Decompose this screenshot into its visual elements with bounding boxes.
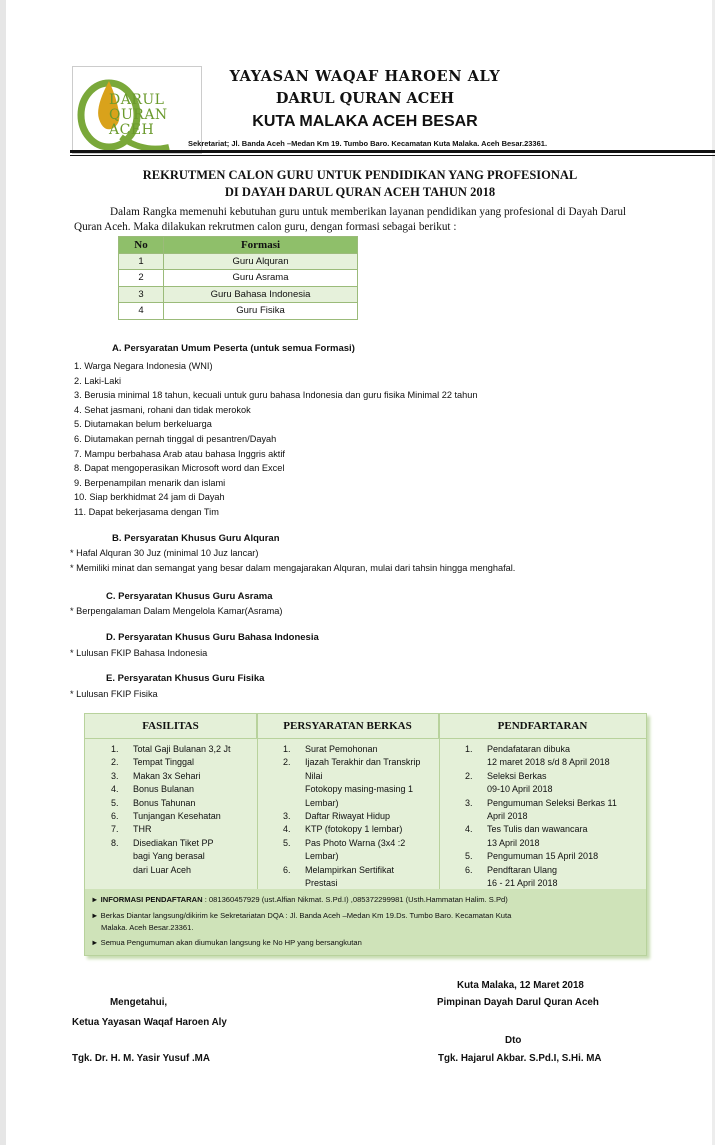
section-c-heading: C. Persyaratan Khusus Guru Asrama bbox=[106, 591, 273, 602]
section-a-heading: A. Persyaratan Umum Peserta (untuk semua Formasi) bbox=[112, 343, 355, 354]
item-number: 8. bbox=[111, 837, 119, 848]
item-number bbox=[465, 756, 487, 769]
list-item bbox=[111, 770, 231, 783]
cell-no: 4 bbox=[119, 303, 164, 320]
item-text: Nilai bbox=[305, 770, 323, 781]
item-number bbox=[283, 850, 305, 863]
table-row bbox=[119, 253, 358, 270]
section-d-heading: D. Persyaratan Khusus Guru Bahasa Indonesia bbox=[106, 632, 319, 643]
list-item bbox=[465, 864, 617, 877]
item-text: Seleksi Berkas bbox=[487, 770, 547, 781]
item-number: 5. bbox=[465, 851, 473, 862]
list-item bbox=[111, 797, 231, 810]
item-number: 1. bbox=[283, 744, 291, 754]
list-item bbox=[111, 823, 231, 836]
table-row bbox=[119, 286, 358, 303]
left-title: Ketua Yayasan Waqaf Haroen Aly bbox=[72, 1017, 227, 1028]
list-item bbox=[283, 756, 420, 769]
item-number: 4. bbox=[283, 824, 291, 835]
list-item bbox=[283, 864, 420, 877]
left-known: Mengetahui, bbox=[110, 997, 168, 1008]
pendaftaran-list bbox=[465, 743, 617, 890]
section-b-list bbox=[70, 546, 515, 576]
item-number bbox=[465, 810, 487, 823]
item-number bbox=[283, 770, 305, 783]
logo-line: QURAN bbox=[109, 107, 168, 123]
column-divider bbox=[257, 714, 258, 889]
item-number: 2. bbox=[111, 757, 119, 768]
item-text: dari Luar Aceh bbox=[133, 864, 192, 875]
item-text: April 2018 bbox=[487, 811, 528, 822]
list-item bbox=[283, 850, 420, 863]
list-item bbox=[465, 756, 617, 769]
item-number: 3. bbox=[283, 811, 291, 822]
page-edge-left bbox=[0, 0, 6, 1145]
item-text: Tunjangan Kesehatan bbox=[133, 811, 221, 822]
table-row bbox=[119, 303, 358, 320]
item-text: Pas Photo Warna (3x4 :2 bbox=[305, 837, 406, 848]
cell-no: 1 bbox=[119, 253, 164, 270]
item-number: 4. bbox=[465, 824, 473, 835]
item-number: 2. bbox=[465, 770, 473, 781]
list-item bbox=[465, 770, 617, 783]
list-item bbox=[283, 810, 420, 823]
section-a-list bbox=[74, 359, 477, 520]
cell-no: 3 bbox=[119, 286, 164, 303]
fasilitas-heading: FASILITAS bbox=[85, 714, 257, 738]
list-item bbox=[111, 850, 231, 863]
list-item bbox=[111, 810, 231, 823]
list-item bbox=[111, 783, 231, 796]
item-number bbox=[465, 783, 487, 796]
list-item bbox=[465, 837, 617, 850]
item-number bbox=[111, 850, 133, 863]
list-item bbox=[465, 810, 617, 823]
info-delivery-line2: Malaka. Aceh Besar.23361. bbox=[101, 923, 194, 932]
list-item: * Memiliki minat dan semangat yang besar dalam mengajarakan Alquran, mulai dari tahsin hingga menghafal. bbox=[70, 563, 516, 573]
list-item: 2. Laki-Laki bbox=[74, 375, 121, 386]
item-text: Tes Tulis dan wawancara bbox=[487, 824, 588, 835]
list-item: 9. Berpenampilan menarik dan islami bbox=[74, 477, 226, 488]
list-item: * Lulusan FKIP Bahasa Indonesia bbox=[70, 648, 208, 658]
item-text: Melampirkan Sertifikat bbox=[305, 864, 395, 875]
item-number bbox=[465, 837, 487, 850]
list-item: 4. Sehat jasmani, rohani dan tidak merokok bbox=[74, 404, 251, 415]
item-text: Lembar) bbox=[305, 851, 339, 862]
item-text: Pendftaran Ulang bbox=[487, 864, 558, 875]
item-number: 5. bbox=[111, 797, 119, 808]
header-rule-thin bbox=[70, 155, 715, 156]
cell-formasi: Guru Asrama bbox=[164, 270, 358, 287]
item-text: Pendafataran dibuka bbox=[487, 744, 571, 754]
item-number: 1. bbox=[465, 744, 473, 754]
section-e-list bbox=[70, 687, 158, 702]
info-delivery-line1: ► Berkas Diantar langsung/dikirim ke Sekretariatan DQA : Jl. Banda Aceh –Medan Km 19.Ds. Tumbo Baro. Kecamatan Kuta bbox=[91, 911, 512, 920]
item-number: 5. bbox=[283, 837, 291, 848]
item-text: Pengumuman 15 April 2018 bbox=[487, 851, 599, 862]
box-header-rule bbox=[85, 738, 646, 739]
item-text: Fotokopy masing-masing 1 bbox=[305, 784, 414, 795]
info-contact bbox=[91, 894, 508, 905]
logo-line: DARUL bbox=[109, 92, 165, 108]
item-number: 6. bbox=[283, 864, 291, 875]
list-item: 5. Diutamakan belum berkeluarga bbox=[74, 419, 212, 430]
item-text: 16 - 21 April 2018 bbox=[487, 878, 558, 889]
list-item bbox=[465, 743, 617, 756]
cell-formasi: Guru Alquran bbox=[164, 253, 358, 270]
cell-formasi: Guru Bahasa Indonesia bbox=[164, 286, 358, 303]
list-item bbox=[465, 850, 617, 863]
item-number bbox=[283, 783, 305, 796]
intro-paragraph: Dalam Rangka memenuhi kebutuhan guru untuk memberikan layanan pendidikan yang profesional di Dayah Darul Quran Aceh. Maka dilakukan rekrutmen calon guru, dengan formasi sebagai berikut : bbox=[74, 206, 627, 233]
list-item: * Berpengalaman Dalam Mengelola Kamar(Asrama) bbox=[70, 606, 283, 616]
item-number: 6. bbox=[111, 811, 119, 822]
berkas-heading: PERSYARATAN BERKAS bbox=[257, 714, 439, 738]
item-text: Pengumuman Seleksi Berkas 11 bbox=[487, 797, 617, 808]
list-item bbox=[283, 797, 420, 810]
item-text: Daftar Riwayat Hidup bbox=[305, 811, 391, 822]
item-number: 1. bbox=[111, 744, 119, 754]
item-text: Prestasi bbox=[305, 878, 338, 889]
list-item bbox=[111, 864, 231, 877]
list-item bbox=[465, 823, 617, 836]
item-text: 13 April 2018 bbox=[487, 837, 540, 848]
item-text: bagi Yang berasal bbox=[133, 851, 205, 862]
table-header-row bbox=[119, 237, 358, 254]
berkas-list bbox=[283, 743, 420, 890]
col-no: No bbox=[119, 237, 164, 254]
info-band bbox=[85, 889, 646, 955]
right-title: Pimpinan Dayah Darul Quran Aceh bbox=[437, 997, 599, 1008]
item-text: Bonus Tahunan bbox=[133, 797, 196, 808]
item-text: 09-10 April 2018 bbox=[487, 784, 553, 795]
pendaftaran-heading: PENDFARTARAN bbox=[497, 720, 588, 732]
list-item bbox=[283, 743, 420, 756]
list-item: 10. Siap berkhidmat 24 jam di Dayah bbox=[74, 492, 225, 503]
table-row bbox=[119, 270, 358, 287]
col-formasi: Formasi bbox=[164, 237, 358, 254]
right-name: Tgk. Hajarul Akbar. S.Pd.I, S.Hi. MA bbox=[438, 1053, 602, 1064]
info-contact-label: ► INFORMASI PENDAFTARAN bbox=[91, 895, 203, 904]
logo-text bbox=[109, 93, 168, 138]
list-item bbox=[283, 783, 420, 796]
column-divider bbox=[439, 714, 440, 889]
list-item: * Hafal Alquran 30 Juz (minimal 10 Juz lancar) bbox=[70, 548, 259, 558]
item-text: Makan 3x Sehari bbox=[133, 770, 201, 781]
right-dto: Dto bbox=[505, 1035, 522, 1046]
org-name-line2: DARUL QURAN ACEH bbox=[275, 90, 455, 107]
section-b-heading: B. Persyaratan Khusus Guru Alquran bbox=[112, 533, 280, 544]
cell-no: 2 bbox=[119, 270, 164, 287]
list-item bbox=[283, 770, 420, 783]
left-name: Tgk. Dr. H. M. Yasir Yusuf .MA bbox=[72, 1053, 210, 1064]
item-number bbox=[283, 797, 305, 810]
item-text: Tempat Tinggal bbox=[133, 757, 195, 768]
item-text: Disediakan Tiket PP bbox=[133, 837, 214, 848]
info-announcement: ► Semua Pengumuman akan diumukan langsung ke No HP yang bersangkutan bbox=[91, 938, 362, 947]
list-item bbox=[465, 797, 617, 810]
item-number: 6. bbox=[465, 864, 473, 875]
org-name-line3: KUTA MALAKA ACEH BESAR bbox=[252, 113, 478, 130]
item-text: KTP (fotokopy 1 lembar) bbox=[305, 824, 403, 835]
header-rule-thick bbox=[70, 150, 715, 153]
item-number: 4. bbox=[111, 784, 119, 795]
org-name-line1: YAYASAN WAQAF HAROEN ALY bbox=[229, 68, 501, 85]
list-item bbox=[111, 756, 231, 769]
item-text: THR bbox=[133, 824, 152, 835]
list-item bbox=[283, 837, 420, 850]
section-c-list bbox=[70, 604, 282, 619]
list-item: * Lulusan FKIP Fisika bbox=[70, 689, 158, 699]
list-item: 1. Warga Negara Indonesia (WNI) bbox=[74, 361, 213, 371]
item-text: Ijazah Terakhir dan Transkrip bbox=[305, 757, 421, 768]
doc-title-line2: DI DAYAH DARUL QURAN ACEH TAHUN 2018 bbox=[224, 185, 496, 199]
list-item bbox=[111, 743, 231, 756]
list-item: 7. Mampu berbahasa Arab atau bahasa Inggris aktif bbox=[74, 448, 285, 459]
item-number: 2. bbox=[283, 757, 291, 768]
list-item: 6. Diutamakan pernah tinggal di pesantren/Dayah bbox=[74, 433, 277, 444]
formasi-table bbox=[118, 236, 358, 320]
logo bbox=[72, 66, 202, 154]
item-text: Total Gaji Bulanan 3,2 Jt bbox=[133, 744, 231, 754]
list-item: 11. Dapat bekerjasama dengan Tim bbox=[74, 506, 219, 517]
item-text: Surat Pemohonan bbox=[305, 744, 378, 754]
item-text: 12 maret 2018 s/d 8 April 2018 bbox=[487, 757, 610, 768]
item-number: 3. bbox=[111, 770, 119, 781]
section-d-list bbox=[70, 646, 207, 661]
item-number: 3. bbox=[465, 797, 473, 808]
fasilitas-list bbox=[111, 743, 231, 877]
list-item: 8. Dapat mengoperasikan Microsoft word dan Excel bbox=[74, 463, 285, 474]
item-text: Lembar) bbox=[305, 797, 339, 808]
section-e-heading: E. Persyaratan Khusus Guru Fisika bbox=[106, 673, 265, 684]
item-number bbox=[111, 864, 133, 877]
list-item bbox=[283, 823, 420, 836]
place-date: Kuta Malaka, 12 Maret 2018 bbox=[457, 980, 584, 991]
item-text: Bonus Bulanan bbox=[133, 784, 195, 795]
doc-title-line1: REKRUTMEN CALON GURU UNTUK PENDIDIKAN YANG PROFESIONAL bbox=[142, 168, 578, 182]
list-item: 3. Berusia minimal 18 tahun, kecuali untuk guru bahasa Indonesia dan guru fisika Minimal 22 tahun bbox=[74, 390, 478, 401]
item-number: 7. bbox=[111, 824, 119, 835]
list-item bbox=[111, 837, 231, 850]
list-item bbox=[465, 783, 617, 796]
info-contact-value: : 081360457929 (ust.Alfian Nikmat. S.Pd.I) ,085372299981 (Usth.Hammatan Halim. S.Pd) bbox=[202, 895, 508, 904]
info-box bbox=[84, 713, 647, 956]
cell-formasi: Guru Fisika bbox=[164, 303, 358, 320]
address: Sekretariat; Jl. Banda Aceh –Medan Km 19. Tumbo Baro. Kecamatan Kuta Malaka. Aceh Besar.23361. bbox=[188, 139, 548, 148]
logo-line: ACEH bbox=[109, 122, 155, 138]
